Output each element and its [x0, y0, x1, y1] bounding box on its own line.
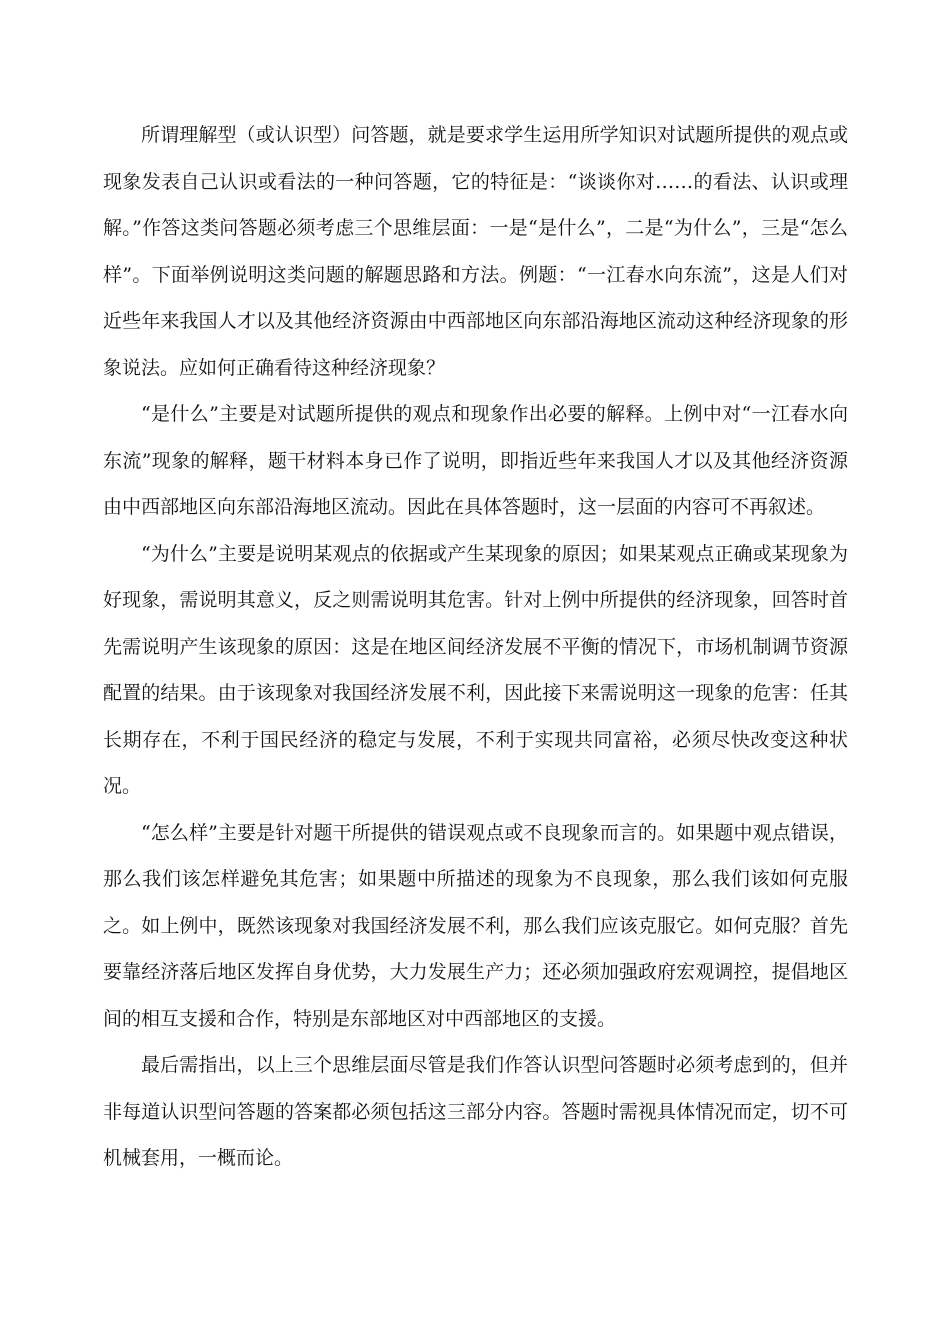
document-body: [103, 112, 848, 1182]
paragraph-why: “为什么”主要是说明某观点的依据或产生某现象的原因；如果某观点正确或某现象为好现象，需说明其意义，反之则需说明其危害。针对上例中所提供的经济现象，回答时首先需说明产生该现象的原因：这是在地区间经济发展不平衡的情况下，市场机制调节资源配置的结果。由于该现象对我国经济发展不利，因此接下来需说明这一现象的危害：任其长期存在，不利于国民经济的稳定与发展，不利于实现共同富裕，必须尽快改变这种状况。: [103, 542, 848, 797]
paragraph-how: “怎么样”主要是针对题干所提供的错误观点或不良现象而言的。如果题中观点错误，那么我们该怎样避免其危害；如果题中所描述的现象为不良现象，那么我们该如何克服之。如上例中，既然该现象对我国经济发展不利，那么我们应该克服它。如何克服？首先要靠经济落后地区发挥自身优势，大力发展生产力；还必须加强政府宏观调控，提倡地区间的相互支援和合作，特别是东部地区对中西部地区的支援。: [103, 821, 848, 1030]
paragraph-conclusion: 最后需指出，以上三个思维层面尽管是我们作答认识型问答题时必须考虑到的，但并非每道认识型问答题的答案都必须包括这三部分内容。答题时需视具体情况而定，切不可机械套用，一概而论。: [103, 1054, 848, 1169]
paragraph-intro: 所谓理解型（或认识型）问答题，就是要求学生运用所学知识对试题所提供的观点或现象发表自己认识或看法的一种问答题，它的特征是：“谈谈你对……的看法、认识或理解。”作答这类问答题必须考虑三个思维层面：一是“是什么”，二是“为什么”，三是“怎么样”。下面举例说明这类问题的解题思路和方法。例题：“一江春水向东流”，这是人们对近些年来我国人才以及其他经济资源由中西部地区向东部沿海地区流动这种经济现象的形象说法。应如何正确看待这种经济现象？: [103, 124, 848, 379]
paragraph-what: “是什么”主要是对试题所提供的观点和现象作出必要的解释。上例中对“一江春水向东流”现象的解释，题干材料本身已作了说明，即指近些年来我国人才以及其他经济资源由中西部地区向东部沿海地区流动。因此在具体答题时，这一层面的内容可不再叙述。: [103, 403, 848, 518]
